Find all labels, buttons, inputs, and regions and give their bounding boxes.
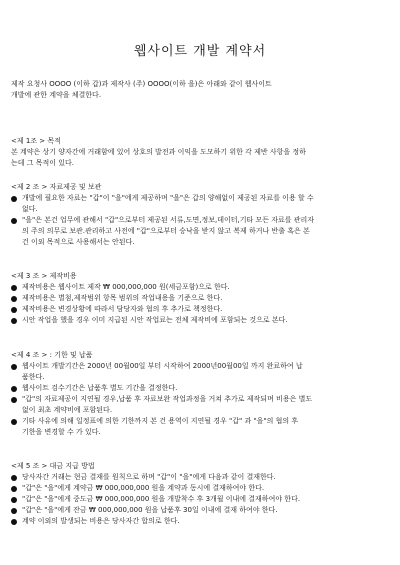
section-heading: <제 1조 > 목적 [11,137,61,145]
bullet-text-line: 없이 최초 계약비에 포함된다. [22,406,113,414]
bullet-text-line: "갑"은 "을"에게 중도금 ₩ 000,000,000 원을 개발착수 후 3개월 이내에 결재하여야 한다. [22,495,301,503]
bullet-text-line: 웹사이트 검수기간은 납품후 별도 기간을 결정한다. [22,384,178,392]
bullet-text-line: 제작비용은 별첨,제작범위 항목 범위의 작업내용을 기준으로 한다. [22,294,223,302]
intro-paragraph [11,79,391,101]
section-heading: <제 3 조 > 제작비용 [11,272,77,280]
bullet-dot-icon [11,486,17,492]
bullet-text-line: "갑"은 "을"에게 잔금 ₩ 000,000,000 원을 납품후 30일 이내에 결재 하여야 한다. [22,506,278,514]
bullet-dot-icon [11,364,17,370]
section-5-payment [11,461,391,527]
bullet-dot-icon [11,285,17,291]
bullet-item [11,516,391,527]
bullet-dot-icon [11,196,17,202]
bullet-dot-icon [11,296,17,302]
bullet-dot-icon [11,497,17,503]
section-heading: <제 4 조 > : 기한 및 납품 [11,351,93,359]
section-paragraph-line: 본 계약은 상기 양자간에 거래함에 있어 상호의 발전과 이익을 도모하기 위한 각 제반 사항을 정하 [11,148,306,156]
bullet-item [11,315,391,326]
bullet-text-line: 시안 작업을 했을 경우 이미 지급된 시안 작업료는 전체 제작비에 포함되는 것으로 본다. [22,316,288,324]
bullet-text-line: 계약 이외의 발생되는 비용은 당사자간 합의로 한다. [22,517,180,525]
bullet-dot-icon [11,218,17,224]
bullet-item [11,193,391,215]
bullet-item [11,494,391,505]
section-heading: <제 5 조 > 대금 지급 방법 [11,462,95,470]
bullet-item [11,505,391,516]
bullet-item [11,304,391,315]
bullet-list [11,282,391,326]
bullet-text-line: 기타 사유에 의해 일정표에 의한 기한까지 본 건 용역이 지연될 경우 "갑" 과 "을"의 협의 후 [22,417,299,425]
bullet-item [11,472,391,483]
bullet-text-line: 의 주의 의무로 보관.관리하고 사전에 "갑"으로부터 승낙을 받지 않고 복제 하거나 반출 혹은 본 [22,227,310,235]
bullet-dot-icon [11,397,17,403]
bullet-list [11,361,391,438]
section-2-materials [11,182,391,248]
bullet-text-line: 제작비용은 변경상황에 따라서 담당자와 협의 후 추가로 책정한다. [22,305,223,313]
bullet-text-line: 기한을 변경할 수 가 있다. [22,428,101,436]
bullet-text-line: 제작비용은 웹사이트 제작 ₩ 000,000,000 원(세금포함)으로 한다. [22,283,230,291]
section-4-deadline [11,350,391,438]
bullet-item [11,361,391,383]
intro-line: 제작 요청사 OOOO (이하 갑)과 제작사 (주) OOOO(이하 을)은 아래와 같이 웹사이트 [11,80,272,88]
bullet-item [11,483,391,494]
bullet-text-line: 건 이외 목적으로 사용해서는 안된다. [22,238,135,246]
bullet-item [11,416,391,438]
section-paragraph-line: 는데 그 목적이 있다. [11,159,74,167]
document-title: 웹사이트 개발 계약서 [133,44,267,59]
bullet-text-line: 당사자간 거래는 현금 결재를 원칙으로 하며 "갑"이 "을"에게 다음과 같이 결재한다. [22,473,276,481]
bullet-text-line: "갑"의 자료제공이 지연될 경우,납품 후 자료보완 작업과정을 거쳐 추가로 제작되며 비용은 별도 [22,395,313,403]
bullet-dot-icon [11,307,17,313]
bullet-item [11,383,391,394]
section-3-cost [11,271,391,326]
bullet-text-line: "을"은 본건 업무에 관해서 "갑"으로부터 제공된 서류,도면,정보,데이터,기타 모든 자료를 관리자 [22,216,314,224]
bullet-text-line: 웹사이트 개발기간은 2000년 00월00일 부터 시작하여 2000년00월00일 까지 완료하여 납 [22,362,303,370]
bullet-dot-icon [11,519,17,525]
section-1-purpose [11,136,391,169]
section-heading: <제 2 조 > 자료제공 및 보관 [11,183,102,191]
bullet-dot-icon [11,508,17,514]
bullet-dot-icon [11,318,17,324]
bullet-text-line: 없다. [22,205,38,213]
bullet-item [11,215,391,248]
bullet-text-line: "갑"은 "을"에게 계약금 ₩ 000,000,000 원을 계약과 동시에 결재하여야 한다. [22,484,265,492]
bullet-list [11,193,391,248]
bullet-item [11,293,391,304]
bullet-list [11,472,391,527]
bullet-dot-icon [11,386,17,392]
bullet-dot-icon [11,475,17,481]
intro-line: 개발에 관한 계약을 체결한다. [11,91,102,99]
bullet-text-line: 품한다. [22,373,45,381]
bullet-item [11,394,391,416]
bullet-dot-icon [11,419,17,425]
bullet-item [11,282,391,293]
bullet-text-line: 개발에 필요한 자료는 "갑"이 "을"에게 제공하며 "을"은 갑의 양해없이 제공된 자료를 이용 할 수 [22,194,314,202]
